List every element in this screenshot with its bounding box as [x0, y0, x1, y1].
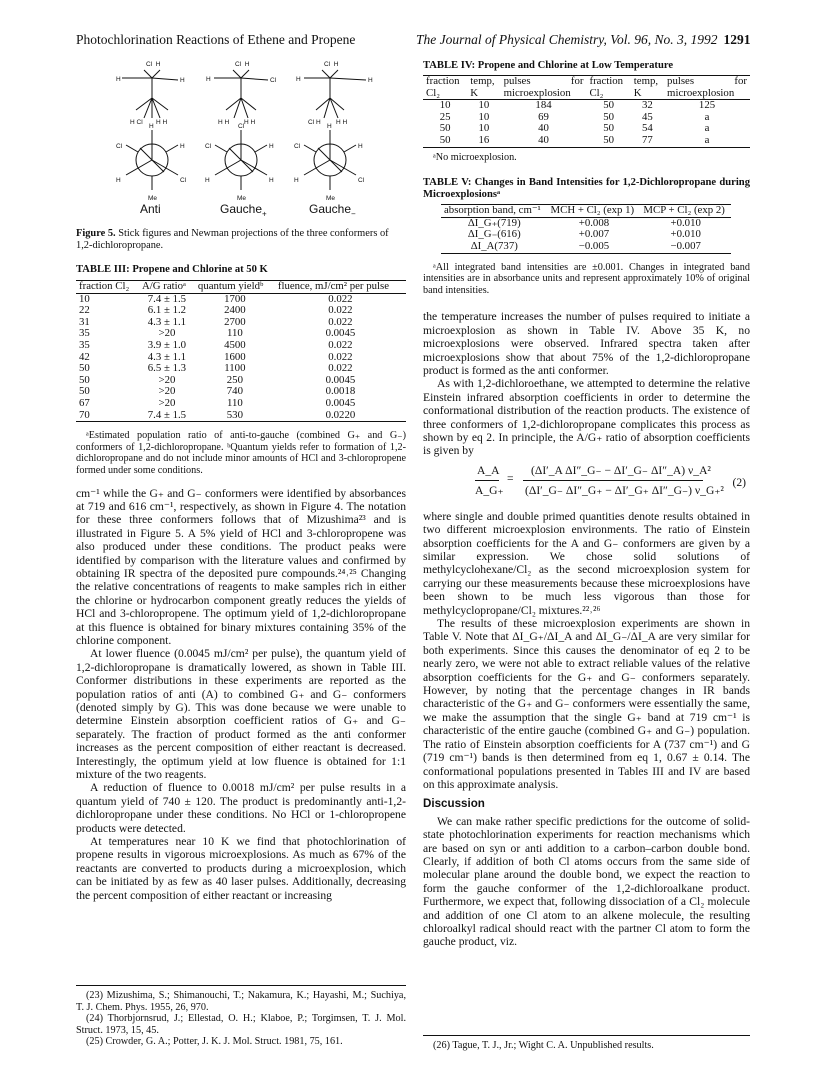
eq-bar: [475, 480, 499, 481]
stick-figure-gauche-plus: [214, 70, 268, 118]
stick-figure-anti: [122, 70, 178, 118]
table-3-title-text: TABLE III: Propene and Chlorine at 50 K: [76, 264, 268, 275]
table-cell: >20: [158, 327, 176, 340]
label-gauche-plus: [220, 202, 267, 219]
table-cell: >20: [158, 396, 176, 409]
table-cell: 50: [79, 373, 90, 386]
table-4-title-text: TABLE IV: Propene and Chlorine at Low Temperature: [423, 60, 674, 71]
table-cell: 0.022: [328, 338, 353, 351]
label-gauche-minus: [309, 202, 356, 219]
table-cell: >20: [158, 385, 176, 398]
table-cell: 50: [79, 362, 90, 375]
running-title: Photochlorination Reactions of Ethene and Propene: [76, 32, 356, 47]
paragraph: the temperature increases the number of pulses required to initiate a microexplosion as shown in Table IV. Above 35 K, no microexplosions were observed. Infrared spectra taken after microexplosions show that about 75% of the 1,2-dichloropropane product is formed as the anti conformer.: [423, 310, 750, 377]
svg-text:Cl H: Cl H: [308, 119, 321, 126]
table-row: [423, 123, 750, 135]
svg-text:H: H: [294, 177, 299, 184]
newman-anti: [126, 130, 178, 190]
label-anti: Anti: [140, 202, 161, 216]
table-4-header: pulses for microexplosion: [503, 75, 584, 99]
table-cell: 0.0045: [325, 373, 356, 386]
eq-lhs-num: A_A: [477, 463, 500, 477]
table-3-title: [76, 264, 406, 276]
table-5-footnote: [423, 262, 750, 297]
paragraph: where single and double primed quantities denote results obtained in two different microexplosion environments. The ratio of Einstein absorption coefficients for the A and G₋ conformers are given by a similar expression. We chose solid solutions of methylcyclohexane/Cl₂ as the second microexplosion system for carrying our these measurements because these microexplosions have been shown to be much less vigorous than those for methylcyclopropane/Cl₂ mixtures.²²˒²⁶: [423, 509, 750, 617]
table-cell: 250: [226, 373, 243, 386]
eq-rhs-num: (ΔI′_A ΔI″_G₋ − ΔI′_G₋ ΔI″_A) ν_A²: [531, 463, 711, 477]
table-cell: 50: [603, 133, 615, 146]
table-5: [441, 204, 731, 253]
table-3-header: quantum yieldᵇ: [197, 280, 264, 292]
paragraph: At lower fluence (0.0045 mJ/cm² per pulse), the quantum yield of 1,2-dichloropropane is dramatically lowered, as shown in Table III. Conformer distributions in these experiments are reported as the population ratios of anti (A) to combined G₊ and G₋ conformers (denoted simply by G). This was done because we were unable to determine Einstein absorption coefficient ratios of G₊ and G₋ separately. The fraction of product formed as the anti conformer increases as the percent composition of either reactant is decreased. Interestingly, the optimum yield at low fluence is obtained for 1:1 mixture of the two reagents.: [76, 647, 406, 782]
table-cell: 50: [603, 122, 615, 135]
table-row: [441, 241, 731, 253]
table-5-header: absorption band, cm⁻¹: [444, 204, 541, 217]
table-4-header: pulses for microexplosion: [667, 75, 747, 99]
table-5-header: MCH + Cl₂ (exp 1): [550, 204, 635, 217]
paragraph: cm⁻¹ while the G₊ and G₋ conformers were identified by absorbances at 719 and 616 cm⁻¹, respectively, as shown in Figure 4. The notation for these three conformers follows that of Mizushima²³ and is illustrated in Figure 5. A 5% yield of HCl and 3-chloropropene was also produced under these conditions. The product peaks were identified by comparison with the literature values and confirmed by obtaining IR spectra of the deposited pure compounds.²⁴˒²⁵ Changing the relative concentrations of reagents to make samples rich in either the chlorine or hydrocarbon component greatly reduces the yields of HCl and 3-chloropropene. The optimum yield of 1,2-dichloropropane at this fluence is obtained for binary mixtures containing 35% of the chlorine component.: [76, 486, 406, 647]
table-4-header: fraction Cl₂: [589, 75, 624, 99]
table-cell: a: [704, 110, 710, 123]
table-cell: 50: [603, 99, 615, 112]
table-5-footnote-text: ᵃAll integrated band intensities are ±0.001. Changes in integrated band intensities are in absorbance units and represent approximately 10% of original band intensities.: [423, 261, 750, 296]
table-3-header: fluence, mJ/cm² per pulse: [277, 280, 390, 292]
svg-text:Cl H: Cl H: [146, 61, 161, 68]
equation-number: (2): [732, 475, 746, 489]
table-cell: 7.4 ± 1.5: [147, 292, 187, 305]
svg-text:Cl: Cl: [205, 143, 212, 150]
newman-gauche-plus: [215, 130, 267, 190]
table-row: [76, 363, 406, 375]
table-cell: 0.0045: [325, 327, 356, 340]
table-cell: 110: [226, 327, 243, 340]
newman-gauche-minus: [304, 130, 356, 190]
table-cell: 0.022: [328, 315, 353, 328]
svg-text:H: H: [368, 77, 373, 84]
table-4-title: [423, 60, 750, 72]
table-cell: 70: [79, 408, 90, 421]
table-cell: 2700: [224, 315, 246, 328]
page-header: [0, 32, 827, 52]
svg-text:H H: H H: [336, 119, 348, 126]
table-row: [76, 410, 406, 422]
table-cell: −0.005: [578, 239, 610, 252]
table-cell: 1700: [224, 292, 246, 305]
table-cell: 10: [439, 99, 451, 112]
label-gauche-plus-sub: +: [262, 209, 267, 219]
table-cell: ΔI_G₋(616): [467, 228, 521, 241]
eq-rhs-den: (ΔI′_G₋ ΔI″_G₊ − ΔI′_G₊ ΔI″_G₋) ν_G₊²: [525, 483, 724, 497]
svg-text:Cl: Cl: [358, 177, 365, 184]
table-cell: 110: [226, 396, 243, 409]
table-cell: >20: [158, 373, 176, 386]
right-body-text: [423, 310, 750, 457]
table-cell: 35: [79, 327, 90, 340]
svg-text:H H: H H: [244, 119, 256, 126]
table-row: [423, 135, 750, 147]
table-cell: ΔI_A(737): [470, 239, 518, 252]
right-column: [423, 60, 750, 949]
table-cell: 0.022: [328, 292, 353, 305]
page-number: 1291: [723, 32, 751, 47]
label-gauche-minus-sub: −: [351, 209, 356, 219]
table-cell: 6.1 ± 1.2: [147, 304, 187, 317]
svg-text:Cl: Cl: [238, 123, 245, 130]
paragraph: At temperatures near 10 K we find that photochlorination of propene results in vigorous microexplosions. As much as 67% of the reactants are converted to products during a microexplosion, which can be initiated by as few as 40 laser pulses. Additionally, decreasing the percent composition of either reactant or increasing: [76, 835, 406, 902]
table-cell: 32: [642, 99, 653, 112]
table-cell: +0.008: [578, 216, 610, 229]
svg-text:Cl: Cl: [116, 143, 123, 150]
table-cell: 2400: [224, 304, 246, 317]
svg-text:Cl: Cl: [180, 177, 187, 184]
table-cell: ΔI_G₊(719): [467, 216, 521, 229]
journal-name: The Journal of Physical Chemistry, Vol. 96, No. 3, 1992: [416, 32, 718, 47]
svg-text:H: H: [116, 177, 121, 184]
table-cell: 0.0045: [325, 396, 356, 409]
svg-text:H: H: [296, 76, 301, 83]
table-row: [423, 100, 750, 112]
table-cell: 0.0018: [325, 385, 356, 398]
svg-text:H: H: [149, 123, 154, 130]
svg-text:Cl H: Cl H: [324, 61, 339, 68]
table-cell: 50: [603, 110, 615, 123]
table-4-footnote-text: ᵃNo microexplosion.: [433, 151, 517, 163]
table-cell: 50: [79, 385, 90, 398]
table-cell: 10: [478, 99, 490, 112]
table-cell: +0.007: [578, 228, 610, 241]
table-4-footnote: [423, 152, 750, 164]
table-cell: 35: [79, 338, 90, 351]
svg-text:H H: H H: [218, 119, 230, 126]
table-cell: 77: [642, 133, 653, 146]
right-references: [423, 1040, 750, 1052]
table-cell: 0.022: [328, 362, 353, 375]
table-cell: 0.022: [328, 304, 353, 317]
table-3: [76, 280, 406, 422]
table-cell: 67: [79, 396, 90, 409]
svg-text:Cl: Cl: [294, 143, 301, 150]
equation-2: [423, 464, 750, 504]
figure-label: Figure 5.: [76, 228, 116, 239]
table-cell: 4.3 ± 1.1: [147, 350, 187, 363]
atom-labels: [116, 61, 373, 202]
table-4-header: temp, K: [470, 75, 495, 99]
footnote-divider: [423, 1035, 750, 1036]
table-cell: a: [704, 122, 710, 135]
table-cell: 10: [478, 122, 490, 135]
table-cell: 125: [698, 99, 716, 112]
svg-text:H H: H H: [156, 119, 168, 126]
table-cell: 40: [538, 122, 549, 135]
figure-5: [76, 58, 406, 230]
svg-text:Cl: Cl: [270, 77, 277, 84]
paragraph: As with 1,2-dichloroethane, we attempted to determine the relative Einstein infrared absorption coefficients in order to determine the conformational distribution of the reaction products. The existence of three conformers of 1,2-dichloropropane complicates this process as shown by eq 2. In principle, the A/G₊ ratio of absorption coefficients is given by: [423, 377, 750, 458]
table-cell: −0.007: [670, 239, 701, 252]
figure-caption-text: Stick figures and Newman projections of the three conformers of 1,2-dichloropropane.: [76, 228, 389, 251]
svg-text:Me: Me: [326, 195, 336, 202]
table-cell: +0.010: [670, 228, 701, 241]
table-cell: 530: [226, 408, 243, 421]
paragraph: We can make rather specific predictions for the outcome of solid-state photochlorination experiments for reaction mechanisms which are based on syn or anti addition to a carbon–carbon double bond. Clearly, if addition of both Cl atoms occurs from the same side of molecular plane around the double bond, we expect the reaction to form the gauche conformer of the 1,2-dichloroalkane product. Furthermore, we expect that, following dissociation of a Cl₂ molecule and addition of one Cl atom to an alkene molecule, the resulting chloroalkyl radical should react with the partner Cl atom to form the gauche product, viz.: [423, 814, 750, 949]
table-cell: 45: [642, 110, 653, 123]
svg-text:H: H: [269, 143, 274, 150]
stick-figure-gauche-minus: [304, 70, 366, 118]
eq-equals: =: [507, 471, 514, 485]
table-cell: 50: [439, 122, 451, 135]
svg-text:H: H: [269, 177, 274, 184]
table-cell: 10: [478, 110, 490, 123]
right-body-text-2: [423, 510, 750, 792]
table-cell: 69: [538, 110, 549, 123]
table-cell: 22: [79, 304, 90, 317]
table-row: [76, 340, 406, 352]
table-cell: 0.0220: [325, 408, 356, 421]
svg-text:H: H: [205, 177, 210, 184]
table-3-footnote: [76, 430, 406, 476]
left-body-text: [76, 487, 406, 903]
table-cell: 6.5 ± 1.3: [147, 362, 187, 375]
svg-text:Me: Me: [148, 195, 158, 202]
table-cell: 16: [478, 133, 490, 146]
table-3-header: A/G ratioᵃ: [141, 280, 186, 292]
conformer-labels: [76, 202, 406, 222]
figure-5-caption: [76, 228, 406, 252]
table-5-title-text: TABLE V: Changes in Band Intensities for 1,2-Dichloropropane during Microexplosionsᵃ: [423, 177, 750, 201]
table-5-header: MCP + Cl₂ (exp 2): [643, 204, 725, 217]
svg-text:H: H: [206, 76, 211, 83]
svg-text:H: H: [327, 123, 332, 130]
table-cell: 50: [439, 133, 451, 146]
left-column: [76, 264, 406, 902]
table-cell: 10: [79, 292, 90, 305]
table-4: [423, 75, 750, 148]
table-3-footnote-text: ᵃEstimated population ratio of anti-to-gauche (combined G₊ and G₋) conformers of 1,2-dichloropropane. ᵇQuantum yields refer to formation of 1,2-dichloropropane and do not include minor amounts of HCl and 3-chloropropene formed under some conditions.: [76, 430, 406, 476]
table-cell: 3.9 ± 1.0: [147, 338, 187, 351]
table-cell: 740: [226, 385, 243, 398]
table-row: [423, 112, 750, 124]
section-heading: Discussion: [423, 797, 485, 811]
left-references: [76, 990, 406, 1048]
table-cell: 40: [538, 133, 549, 146]
table-cell: 42: [79, 350, 90, 363]
reference: (23) Mizushima, S.; Shimanouchi, T.; Nakamura, K.; Hayashi, M.; Suchiya, T. J. Chem. Phys. 1955, 26, 970.: [76, 990, 406, 1013]
label-gauche-minus-text: Gauche: [309, 202, 352, 216]
reference: (25) Crowder, G. A.; Potter, J. K. J. Mol. Struct. 1981, 75, 161.: [86, 1036, 343, 1048]
reference: (24) Thorbjornsrud, J.; Ellestad, O. H.; Klaboe, P.; Torgimsen, T. J. Mol. Struct. 1973, 15, 45.: [76, 1013, 406, 1036]
table-5-title: [423, 177, 750, 201]
reference: (26) Tague, T. J., Jr.; Wight C. A. Unpublished results.: [433, 1040, 654, 1051]
table-cell: 25: [439, 110, 451, 123]
table-3-header: fraction Cl₂: [79, 280, 130, 292]
label-gauche-plus-text: Gauche: [220, 202, 263, 216]
svg-text:H Cl: H Cl: [130, 119, 143, 126]
table-cell: 1100: [224, 362, 246, 375]
footnote-divider: [76, 985, 406, 986]
svg-text:H: H: [358, 143, 363, 150]
paragraph: A reduction of fluence to 0.0018 mJ/cm² per pulse results in a quantum yield of 740 ± 120. The product is predominantly anti-1,2-dichloropropane under these conditions. No HCl or 1-chloropropene products were detected.: [76, 781, 406, 835]
table-4-header: temp, K: [633, 75, 659, 99]
svg-text:Me: Me: [237, 195, 247, 202]
eq-lhs-den: A_G₊: [475, 483, 504, 497]
table-cell: 54: [642, 122, 653, 135]
table-cell: 184: [535, 99, 552, 112]
table-cell: +0.010: [670, 216, 701, 229]
table-row: [76, 398, 406, 410]
table-cell: 0.022: [328, 350, 353, 363]
svg-text:H: H: [180, 77, 185, 84]
table-4-header: fraction Cl₂: [426, 75, 460, 99]
table-cell: a: [704, 133, 710, 146]
eq-bar: [523, 480, 703, 481]
paragraph: The results of these microexplosion experiments are shown in Table V. Note that ΔI_G₊/ΔI_A and ΔI_G₋/ΔI_A are very similar for both experiments. Since this causes the denominator of eq 2 to be nearly zero, we were not able to extract reliable values of the relative absorption coefficients for the G₊ and G₋ conformers separately. However, by noting that the percentage changes in IR bands characteristic of the G₊ and G₋ conformers were essentially the same, we make the assumption that the single G₊ band at 719 cm⁻¹ is characteristic of the entire gauche (combined G₊ and G₋) population. The ratio of Einstein absorption coefficients for A (737 cm⁻¹) and G (719 cm⁻¹) bands is then determined from eq 1, 0.67 ± 0.14. The conformational populations presented in Tables III and IV are based on this approximate analysis.: [423, 617, 750, 791]
table-cell: 31: [79, 315, 90, 328]
svg-text:Cl H: Cl H: [235, 61, 250, 68]
table-cell: 1600: [224, 350, 246, 363]
table-cell: 4.3 ± 1.1: [147, 315, 187, 328]
journal-citation: [416, 32, 751, 48]
table-cell: 4500: [224, 338, 246, 351]
svg-text:H: H: [180, 143, 185, 150]
table-cell: 7.4 ± 1.5: [147, 408, 187, 421]
svg-text:H: H: [116, 76, 121, 83]
